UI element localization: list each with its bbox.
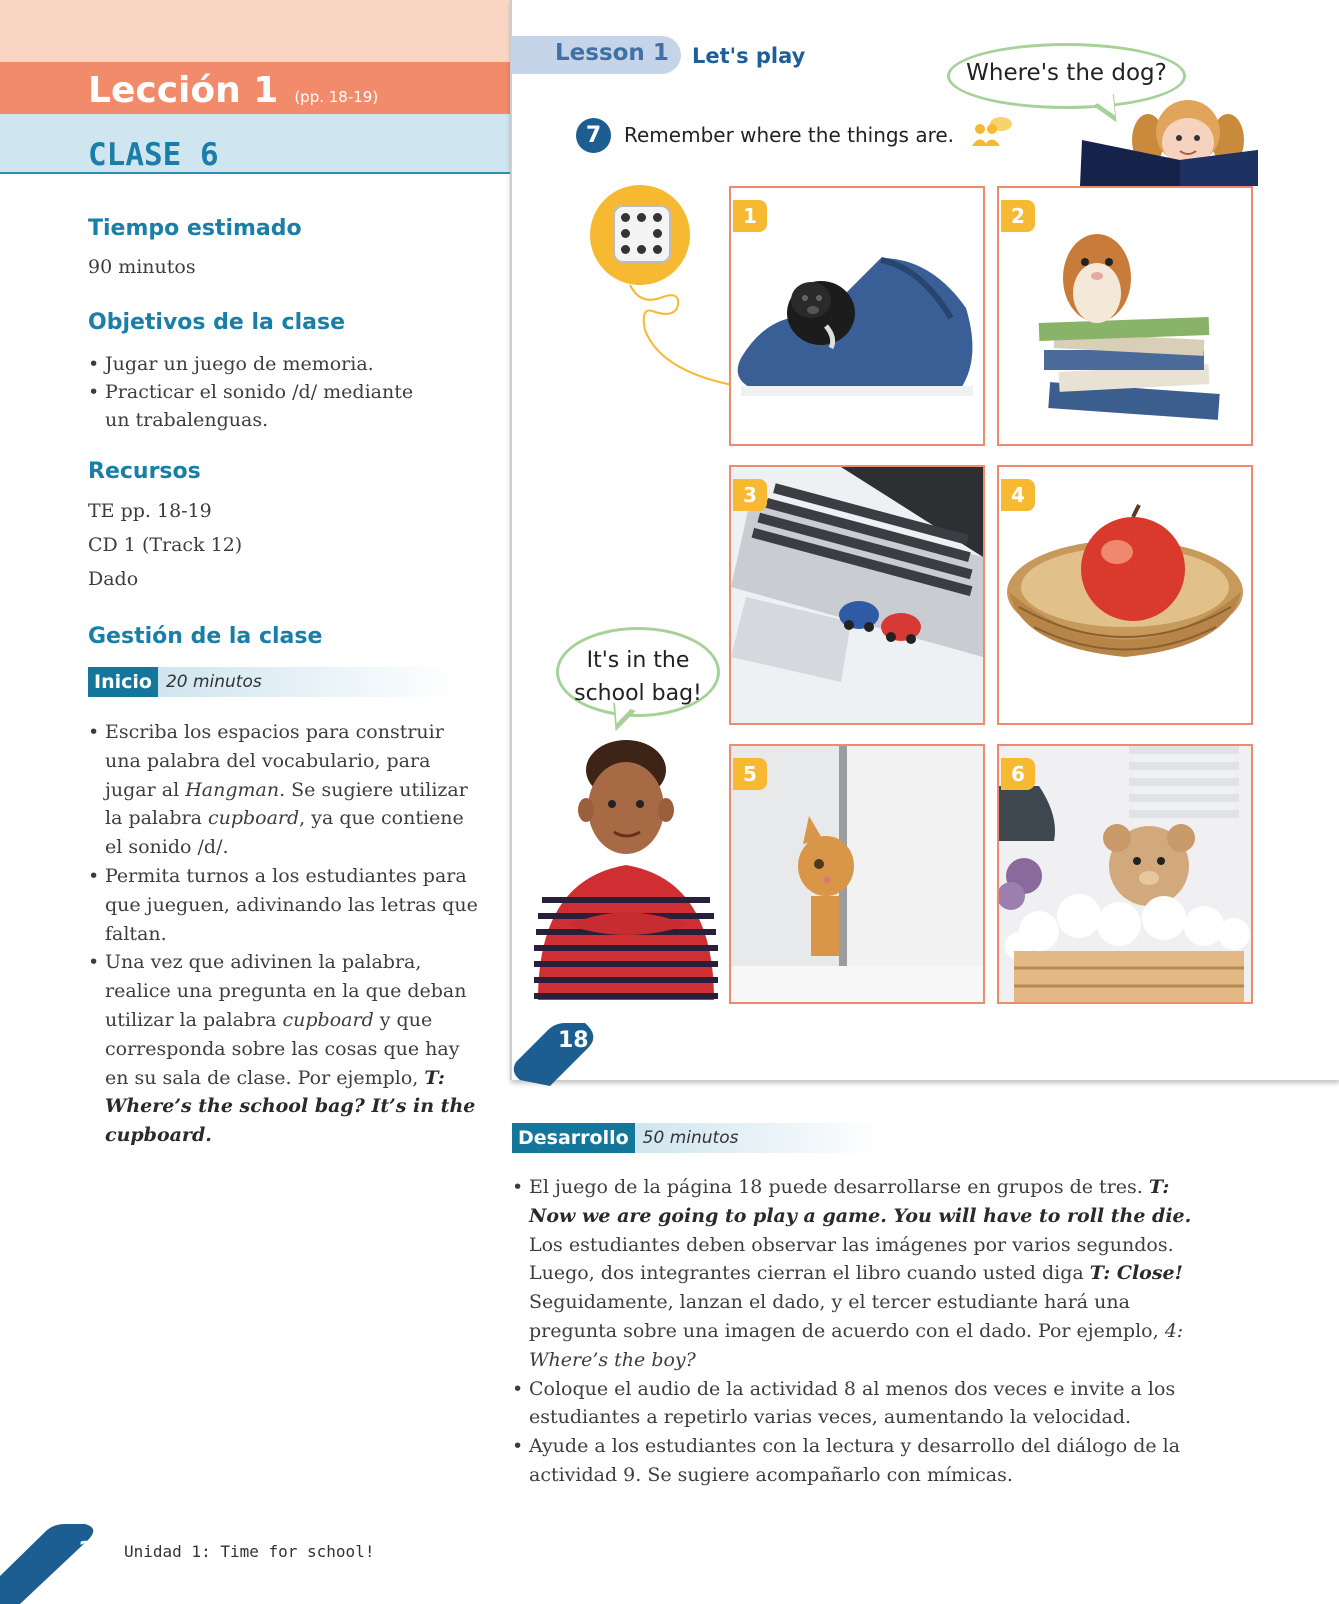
desarrollo-phase-bar	[512, 1123, 882, 1153]
list-item: • Escriba los espacios para construir una palabra del vocabulario, para jugar al Hangman. Se sugiere utilizar la palabra cupboard, ya que contiene el sonido /d/.	[88, 718, 480, 862]
picture-card-6	[997, 744, 1253, 1004]
inicio-phase-bar	[88, 667, 458, 697]
book-page-number: 18	[558, 1028, 589, 1053]
activity-instruction: Remember where the things are.	[624, 123, 955, 147]
lesson-pages: (pp. 18-19)	[294, 88, 379, 106]
objetivos-heading: Objetivos de la clase	[88, 310, 345, 335]
lesson-title-text: Lección 1	[88, 70, 279, 111]
te-page-number-badge	[0, 1524, 120, 1604]
picture-card-1	[729, 186, 985, 446]
speech-bubble-boy-text: It's in the school bag!	[574, 648, 702, 706]
gestion-heading: Gestión de la clase	[88, 624, 323, 649]
picture-card-4	[997, 465, 1253, 725]
recursos-list	[88, 494, 242, 596]
desarrollo-list	[512, 1173, 1212, 1490]
card-number: 3	[733, 479, 767, 511]
card-number: 5	[733, 758, 767, 790]
header-band-top	[0, 0, 510, 62]
picture-card-3	[729, 465, 985, 725]
book-lesson-label: Lesson 1	[555, 40, 669, 66]
te-page-number: 24	[79, 1537, 107, 1561]
lets-play-title: Let's play	[692, 44, 806, 68]
picture-card-2	[997, 186, 1253, 446]
recursos-heading: Recursos	[88, 459, 201, 484]
tiempo-value: 90 minutos	[88, 256, 196, 278]
list-item: • Jugar un juego de memoria.	[88, 350, 438, 378]
card-number: 6	[1001, 758, 1035, 790]
unit-title: Unidad 1: Time for school!	[124, 1542, 375, 1561]
inicio-time: 20 minutos	[158, 667, 458, 697]
card-number: 2	[1001, 200, 1035, 232]
objetivos-list	[88, 350, 438, 434]
people-icon	[970, 116, 1014, 150]
inicio-label: Inicio	[88, 667, 158, 697]
laptop-with-cars-image	[731, 467, 983, 723]
clase-title: CLASE 6	[88, 137, 219, 173]
list-item: • Practicar el sonido /d/ mediante un trabalenguas.	[88, 378, 438, 434]
dog-in-bag-image	[731, 188, 983, 444]
apple-in-basket-image	[999, 467, 1251, 723]
activity-number: 7	[576, 118, 611, 153]
tiempo-heading: Tiempo estimado	[88, 216, 302, 241]
desarrollo-label: Desarrollo	[512, 1123, 635, 1153]
inicio-list	[88, 718, 480, 1150]
list-item: • Una vez que adivinen la palabra, realice una pregunta en la que deban utilizar la palabra cupboard y que corresponda sobre las cosas que hay en su sala de clase. Por ejemplo, T: Where’s the school bag? It’s in the cupboard.	[88, 948, 480, 1150]
list-item: • El juego de la página 18 puede desarrollarse en grupos de tres. T: Now we are going to play a game. You will have to roll the die. Los estudiantes deben observar las imágenes por varios segundos. Luego, dos integrantes cierran el libro cuando usted diga T: Close! Seguidamente, lanzan el dado, y el tercer estudiante hará una pregunta sobre una imagen de acuerdo con el dado. Por ejemplo, 4: Where’s the boy?	[512, 1173, 1212, 1375]
speech-bubble-girl-text: Where's the dog?	[966, 60, 1167, 86]
list-item: • Permita turnos a los estudiantes para que jueguen, adivinando las letras que faltan.	[88, 862, 480, 948]
boy-illustration	[528, 720, 724, 1000]
header-band-clase	[0, 114, 510, 174]
list-item: CD 1 (Track 12)	[88, 534, 243, 556]
list-item: TE pp. 18-19	[88, 500, 212, 522]
desarrollo-time: 50 minutos	[635, 1123, 882, 1153]
list-item: • Coloque el audio de la actividad 8 al menos dos veces e invite a los estudiantes a repetirlo varias veces, aumentando la velocidad.	[512, 1375, 1212, 1433]
guinea-pig-on-books-image	[999, 188, 1251, 444]
list-item: • Ayude a los estudiantes con la lectura y desarrollo del diálogo de la actividad 9. Se sugiere acompañarlo con mímicas.	[512, 1432, 1212, 1490]
list-item: Dado	[88, 568, 139, 590]
teddy-bear-with-flowers-image	[999, 746, 1251, 1002]
picture-card-5	[729, 744, 985, 1004]
cat-behind-door-image	[731, 746, 983, 1002]
card-number: 4	[1001, 479, 1035, 511]
die-icon	[613, 205, 671, 263]
lesson-title	[88, 70, 378, 111]
card-number: 1	[733, 200, 767, 232]
